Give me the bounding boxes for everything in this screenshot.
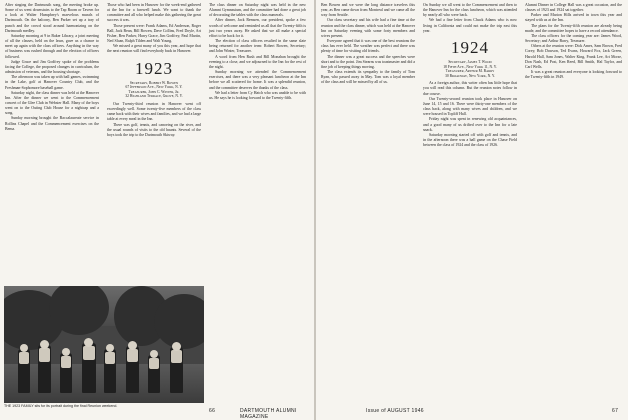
secretary-line: Secretary, James T. Wood xyxy=(448,59,492,64)
paragraph: After singing the Dartmouth song, the meeting broke up. Some of us went downstairs to the Tap Room or Tavern for a look at Walter Humphrey's marvelous murals of Dartmouth. On the balcony, Ben Parker set up a tray of punch and the crowd stood around harmonizing on the Dartmouth medley. xyxy=(5,3,99,33)
page-number: 66 xyxy=(209,408,216,414)
paragraph: The class dinner on Saturday night was held in the new Alumni Gymnasium, and the committee had done a great job of decorating the tables with the class numerals. xyxy=(209,3,306,18)
right-column-3 xyxy=(525,3,622,80)
right-page xyxy=(316,0,628,420)
left-column-1 xyxy=(5,3,99,132)
treasurer-line: Treasurer, Arthur M. Barry xyxy=(445,69,495,74)
paragraph: It was a great reunion and everyone is looking forward to the Twenty-fifth in 1949. xyxy=(525,70,622,80)
paragraph: Sunday morning brought the Baccalaureate service in Rollins Chapel and the Commencement exercises on the Bema. xyxy=(5,116,99,131)
paragraph: We missed a great many of you this year, and hope that the next reunion will find everybody back in Hanover. xyxy=(107,44,201,54)
secretary-line: Secretary, Robert W. Bowen xyxy=(129,80,179,85)
paragraph: Sunday morning we attended the Commencement exercises, and there was a very pleasant luncheon at the Inn before we all scattered for home. It was a splendid reunion, and the committee deserves the thanks of the class. xyxy=(209,70,306,90)
paragraph: The dinner was a great success and the speeches were short and to the point. Jim Stearns was toastmaster and did a fine job of keeping things moving. xyxy=(321,54,416,69)
class-section-header-1923 xyxy=(107,60,201,78)
photo-caption: THE 1923 FAMILY sits for its portrait during the final Reunion weekend. xyxy=(4,404,118,408)
paragraph: Others at the reunion were: Dick Ames, Sam Brown, Fred Corey, Bob Dawson, Ted Evans, Howard Fox, Jack Green, Harold Hall, Sam Jones, Walter King, Frank Lee, Art Morse, Don Nash, Ed Post, Ken Reed, Bill Smith, Hal Taylor, and Carl Wells. xyxy=(525,44,622,69)
paragraph: Saturday morning started off with golf and tennis, and in the afternoon there was a ball game on the Chase Field between the class of 1924 and the class of 1926. xyxy=(423,132,517,148)
class-year-heading: 1923 xyxy=(135,58,173,78)
paragraph: A word from Hen Rush and Bill Monahan brought the evening to a close, and we adjourned to the Inn for the rest of the night. xyxy=(209,54,306,69)
paragraph: As a foreign author, this writer often has little hope that you will read this column. But the reunion notes follow in due course. xyxy=(423,81,517,96)
paragraph: Parker and Marion Hills arrived in town this year and stayed with us at the Inn. xyxy=(525,13,622,23)
paragraph: The class extends its sympathy to the family of Tom Ryan, who passed away in May. Tom was a loyal member of the class and will be missed by all of us. xyxy=(321,70,415,85)
paragraph: The election of class officers resulted in the same slate being returned for another term: Robert Bowen, Secretary; and John Winter, Treasurer. xyxy=(209,39,306,54)
paragraph: Those who had been in Hanover for the week-end gathered at the Inn for a farewell lunch. We want to thank the committee and all who helped make this gathering the great success it was. xyxy=(107,3,201,23)
paragraph: After dinner, Jack Remsen, our president, spoke a few words of welcome and reminded us all that the Twenty-fifth is just two years away. He asked that we all make a special effort to be back for it. xyxy=(209,18,306,38)
magazine-title-footer: DARTMOUTH ALUMNI MAGAZINE xyxy=(240,408,297,420)
right-column-1 xyxy=(321,3,415,86)
right-column-2 xyxy=(423,3,517,148)
paragraph: Saturday night, the class dinner was held at the Hanover Inn. After the dinner we went to the Commencement concert of the Glee Club in Webster Hall. Many of the boys went on to the Outing Club House for a nightcap and a song. xyxy=(5,90,99,116)
left-column-3 xyxy=(209,3,306,101)
paragraph: Our Twenty-second reunion took place in Hanover on June 14, 15 and 16. There were thirty-one members of the class back, along with many wives and children, and we were housed in Topliff Hall. xyxy=(423,96,517,117)
paragraph: Ben Bowen and we were the long distance travelers this year, as Ben came down from Montreal and we came all the way from Seattle. xyxy=(321,3,415,18)
class-officers xyxy=(427,60,513,78)
paragraph: Our Twenty-third reunion in Hanover went off exceedingly well. Some twenty-five members of the class came back with their wives and families, and we had a large table at every meal in the Inn. xyxy=(107,101,201,122)
paragraph: The afternoon was taken up with ball games, swimming in the Lake, golf at Hanover Country Club, and the Freshman-Sophomore baseball game. xyxy=(5,75,99,90)
paragraph: Everyone agreed that it was one of the best reunions the class has ever held. The weather was perfect and there was plenty of time for visiting old friends. xyxy=(321,39,415,54)
class-section-header-1924 xyxy=(423,39,517,57)
paragraph: We had a letter from Cy Hatch who was unable to be with us. He says he is looking forward to the Twenty-fifth. xyxy=(209,90,306,100)
page-number: 67 xyxy=(612,408,619,414)
class-year-heading: 1924 xyxy=(451,37,489,57)
paragraph: On Sunday we all went to the Commencement and then to the Hanover Inn for the class luncheon, which was attended by nearly all who were back. xyxy=(423,3,517,18)
paragraph: Saturday morning at 9 in Baker Library, a joint meeting of all the classes, held on the lawn, gave us a chance to meet up again with the class officers. Anything in the way of business was rushed through and the election of officers followed. xyxy=(5,33,99,59)
paragraph: Judge Grace and Jim Godfrey spoke of the problems facing the College, the proposed changes in curriculum, the admission of veterans, and the housing shortage. xyxy=(5,59,99,75)
treasurer-address: 30 Broadway, New York, N. Y. xyxy=(445,73,495,78)
treasurer-line: Treasurer, John C. Winter, Jr. xyxy=(128,89,180,94)
paragraph: Our class secretary and his wife had a fine time at the reunion and the class dinner, which was held at the Hanover Inn on Saturday evening with some forty members and wives present. xyxy=(321,18,415,38)
class-officers xyxy=(111,81,197,99)
left-column-2 xyxy=(107,3,201,138)
paragraph: There was golf, tennis, and canoeing on the river, and the usual rounds of visits to the old haunts. Several of the boys took the trip to the Dartmouth Skiway. xyxy=(107,122,201,137)
paragraph: Friday night was spent in renewing old acquaintances, and a good many of us drifted over to the Inn for a late snack. xyxy=(423,117,517,132)
class-group-photo xyxy=(4,286,204,403)
paragraph: Those present were: Frank Adams, Ed Anderson, Roger Ball, Jack Bean, Bill Bowen, Dave Collins, Fred Doyle, Art Fisher, Ben Parker, Harry Grace, Jim Godfrey, Paul Martin, Ned Sloan, Ralph Tilden and Walt Young. xyxy=(107,23,201,44)
paragraph: Alumni Dinner in College Hall was a great occasion, and the classes of 1923 and 1924 sat together. xyxy=(525,3,622,13)
paragraph: We had a fine letter from Chuck Adams who is now living in California and could not make the trip east this year. xyxy=(423,18,517,33)
issue-date-footer: Issue of AUGUST 1946 xyxy=(366,408,424,414)
paragraph: The class officers for the coming year are: James Wood, Secretary; and Arthur Barry, Treasurer. xyxy=(525,33,622,44)
treasurer-address: 32 Highland Terrace, Grove, N. Y. xyxy=(125,94,183,99)
secretary-address: 18 Fifth Ave., New York 11, N. Y. xyxy=(443,64,497,69)
paragraph: The plans for the Twenty-fifth reunion are already being made, and the committee hopes to have a record attendance. xyxy=(525,23,622,33)
secretary-address: 67 Jefferson Ave., New York, N. Y. xyxy=(125,85,183,90)
